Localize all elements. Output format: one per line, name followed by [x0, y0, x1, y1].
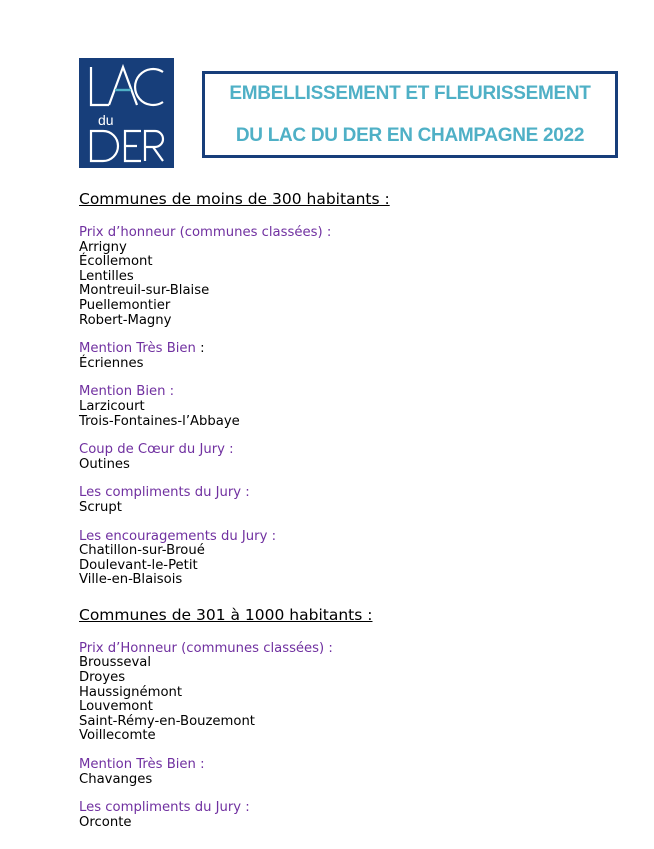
commune-name: Trois-Fontaines-l’Abbaye: [79, 413, 240, 429]
commune-name: Outines: [79, 456, 130, 472]
award-category-label: Mention Très Bien: [79, 341, 196, 357]
results-list: [79, 190, 639, 844]
commune-name: Saint-Rémy-en-Bouzemont: [79, 713, 255, 729]
award-category-title: [79, 385, 639, 400]
commune-name: Droyes: [79, 670, 126, 686]
award-category: [79, 801, 639, 830]
award-category-label: Coup de Cœur du Jury :: [79, 442, 234, 458]
award-category-label: Mention Très Bien :: [79, 757, 205, 773]
population-section: [79, 606, 639, 831]
award-category-title: [79, 530, 639, 545]
award-category-label: Prix d’Honneur (communes classées) :: [79, 640, 333, 656]
award-category: [79, 486, 639, 515]
commune-name: Voillecomte: [79, 728, 156, 744]
lac-du-der-logo: [79, 58, 174, 168]
commune-name: Scrupt: [79, 499, 122, 515]
section-heading: Communes de moins de 300 habitants :: [79, 190, 390, 208]
award-category: [79, 758, 639, 787]
population-section: [79, 190, 639, 588]
title-line-2: DU LAC DU DER EN CHAMPAGNE 2022: [235, 124, 585, 146]
commune-name: Chavanges: [79, 771, 153, 787]
commune-name: Puellemontier: [79, 297, 171, 313]
award-category: [79, 226, 639, 328]
award-category-label: Mention Bien :: [79, 384, 175, 400]
award-category: [79, 385, 639, 429]
commune-name: Écollemont: [79, 254, 153, 270]
commune-name: Écriennes: [79, 355, 144, 371]
commune-name: Larzicourt: [79, 398, 145, 414]
award-category-title: [79, 758, 639, 773]
commune-name: Brousseval: [79, 655, 152, 671]
commune-name: Robert-Magny: [79, 312, 172, 328]
award-category-label: Les compliments du Jury :: [79, 800, 250, 816]
award-category-label: Les compliments du Jury :: [79, 485, 250, 501]
award-category-title: [79, 226, 639, 241]
section-heading: Communes de 301 à 1000 habitants :: [79, 605, 373, 624]
award-category-suffix: :: [195, 341, 205, 357]
commune-name: Haussignémont: [79, 684, 183, 700]
award-category-title: [79, 486, 639, 501]
commune-name: Arrigny: [79, 239, 127, 255]
award-category: [79, 443, 639, 472]
document-title-box: [202, 71, 618, 158]
award-category-title: [79, 642, 639, 657]
commune-name: Chatillon-sur-Broué: [79, 543, 205, 559]
award-category-label: Les encouragements du Jury :: [79, 528, 277, 544]
logo-du-text: du: [98, 112, 114, 128]
award-category-title: [79, 342, 639, 357]
award-category: [79, 642, 639, 744]
commune-name: Montreuil-sur-Blaise: [79, 283, 210, 299]
award-category-title: [79, 443, 639, 458]
commune-name: Lentilles: [79, 268, 134, 284]
commune-name: Orconte: [79, 814, 132, 830]
award-category: [79, 342, 639, 371]
commune-name: Doulevant-le-Petit: [79, 557, 198, 573]
award-category-title: [79, 801, 639, 816]
commune-name: Ville-en-Blaisois: [79, 572, 183, 588]
award-category: [79, 530, 639, 588]
commune-name: Louvemont: [79, 699, 153, 715]
award-category-label: Prix d’honneur (communes classées) :: [79, 225, 332, 240]
title-line-1: EMBELLISSEMENT ET FLEURISSEMENT: [229, 82, 591, 104]
